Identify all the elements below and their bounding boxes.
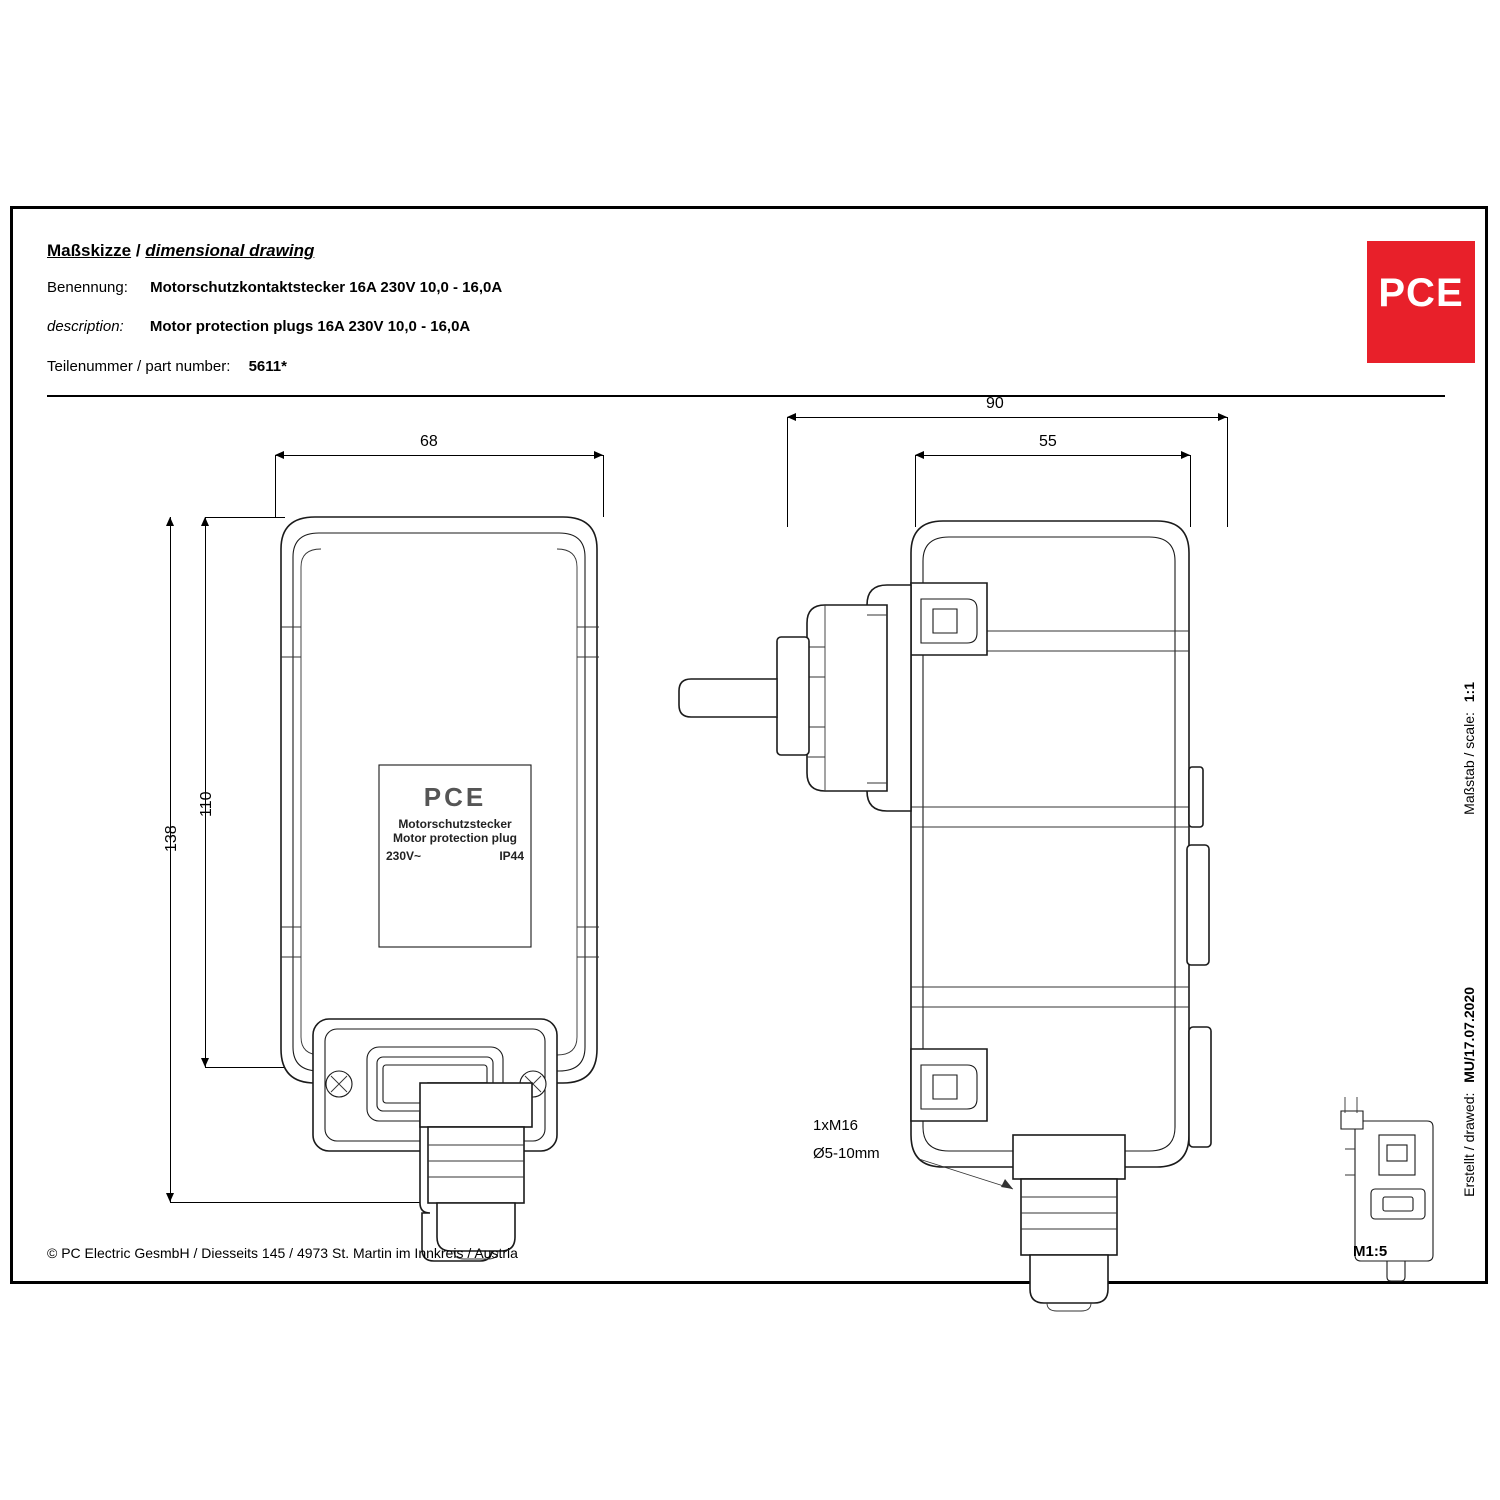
- gland-note-line2: Ø5-10mm: [813, 1145, 880, 1162]
- product-label-line2: Motor protection plug: [393, 831, 517, 845]
- product-label-ip-rating: IP44: [499, 849, 524, 863]
- thumbnail-scale-label: M1:5: [1353, 1243, 1388, 1260]
- row-benennung-label: Benennung:: [47, 279, 128, 296]
- sheet-title-en: dimensional drawing: [145, 241, 315, 260]
- thumbnail-drawing: [35, 227, 1469, 1269]
- dim-138-text: 138: [163, 825, 180, 852]
- footer-scale-label: Maßstab / scale:: [1461, 712, 1477, 815]
- footer-scale-value: 1:1: [1461, 682, 1477, 703]
- drawing-inner: [35, 227, 1477, 1269]
- dim-110-text: 110: [198, 791, 215, 817]
- row-description-label: description:: [47, 318, 124, 335]
- dim-68-text: 68: [420, 433, 438, 450]
- dim-55-text: 55: [1039, 433, 1057, 450]
- product-label-voltage: 230V~: [386, 849, 422, 863]
- product-label-line1: Motorschutzstecker: [398, 817, 512, 831]
- row-part-number-label: Teilenummer / part number:: [47, 358, 231, 375]
- footer-drawn: [1461, 987, 1477, 1197]
- drawing-frame: [10, 206, 1488, 1284]
- row-part-number-value: 5611*: [248, 358, 287, 375]
- footer-drawn-label: Erstellt / drawed:: [1461, 1092, 1477, 1197]
- sheet-title-de: Maßskizze: [47, 241, 132, 260]
- sheet-title-separator: /: [131, 241, 146, 260]
- row-description-value: Motor protection plugs 16A 230V 10,0 - 16,0A: [149, 318, 471, 335]
- footer-copyright: © PC Electric GesmbH / Diesseits 145 / 4973 St. Martin im Innkreis / Austria: [47, 1245, 518, 1261]
- row-benennung-value: Motorschutzkontaktstecker 16A 230V 10,0 - 16,0A: [150, 279, 503, 296]
- footer-drawn-value: MU/17.07.2020: [1461, 987, 1477, 1083]
- product-label-brand: PCE: [423, 782, 487, 812]
- pce-logo-text: PCE: [1378, 271, 1464, 315]
- gland-note-line1: 1xM16: [813, 1117, 859, 1134]
- dim-90-text: 90: [986, 395, 1004, 412]
- footer-scale: [1461, 682, 1477, 815]
